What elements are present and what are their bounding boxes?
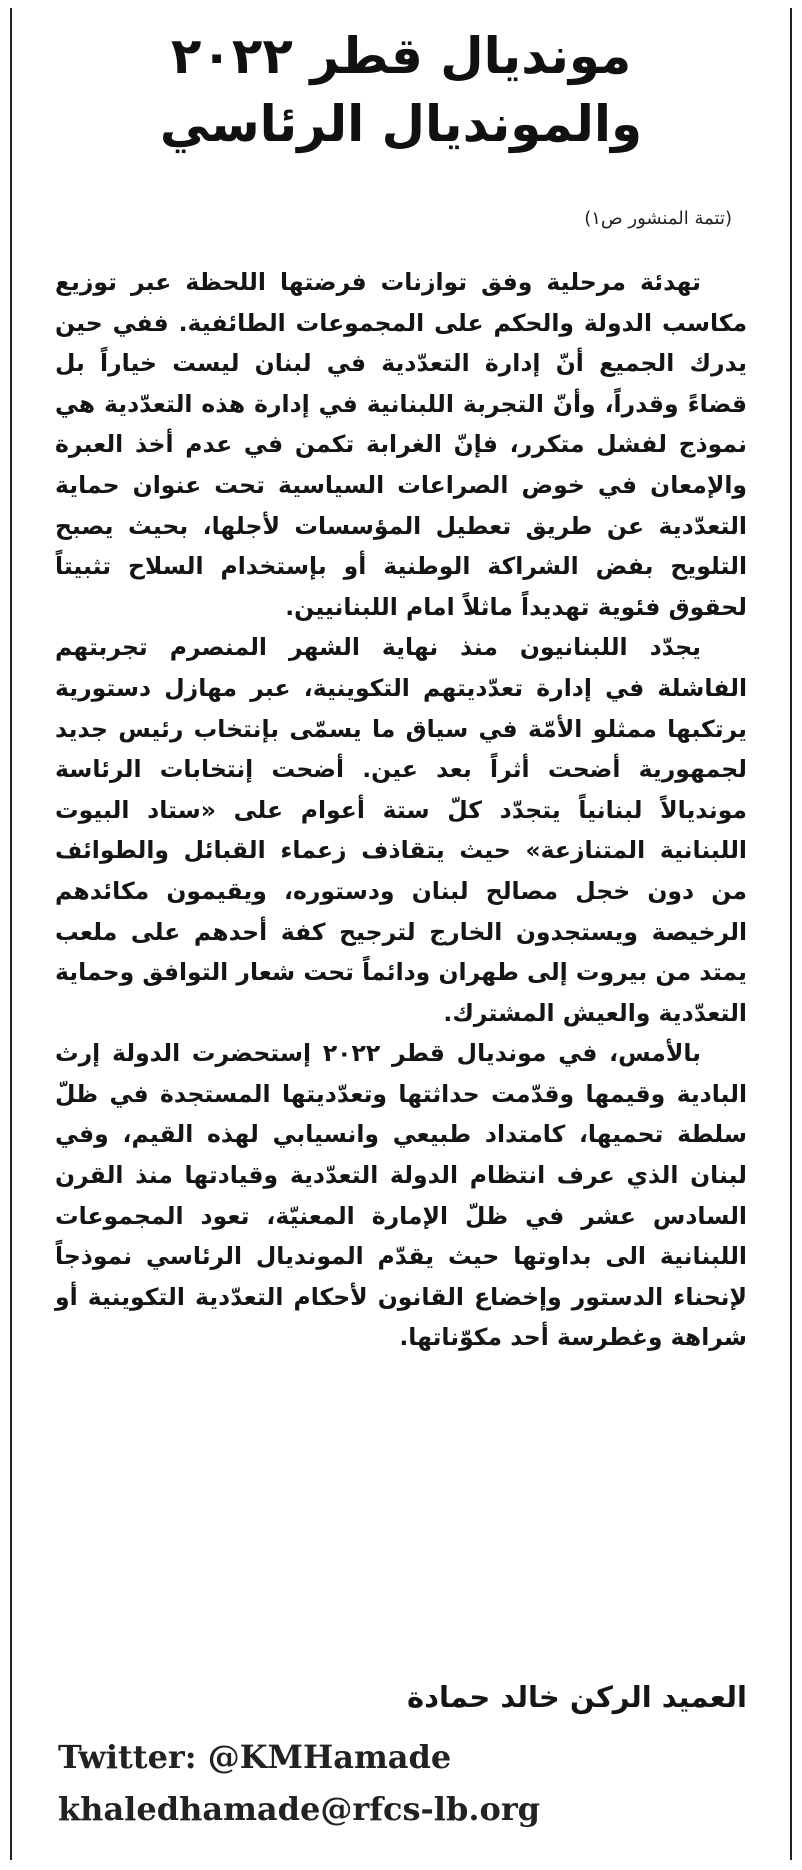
author-signature: العميد الركن خالد حمادة xyxy=(406,1680,747,1714)
article-paragraph-3: بالأمس، في مونديال قطر ٢٠٢٢ إستحضرت الدولة إرث البادية وقيمها وقدّمت حداثتها وتعدّديتها المستجدة في ظلّ سلطة تحميها، كامتداد طبيعي وانسيابي لهذه القيم، وفي لبنان الذي عرف انتظام الدولة التعدّدية وقيادتها منذ القرن السادس عشر في ظلّ الإمارة المعنيّة، تعود المجموعات اللبنانية الى بداوتها حيث يقدّم المونديال الرئاسي نموذجاً لإنحناء الدستور وإخضاع القانون لأحكام التعدّدية التكوينية أو شراهة وغطرسة أحد مكوّناتها. xyxy=(55,1039,747,1352)
article-paragraph-1: تهدئة مرحلية وفق توازنات فرضتها اللحظة عبر توزيع مكاسب الدولة والحكم على المجموعات الطائفية. ففي حين يدرك الجميع أنّ إدارة التعدّدية في لبنان ليست خياراً بل قضاءً وقدراً، وأنّ التجربة اللبنانية في إدارة هذه التعدّدية هي نموذج لفشل متكرر، فإنّ الغرابة تكمن في عدم أخذ العبرة والإمعان في خوض الصراعات السياسية تحت عنوان حماية التعدّدية عن طريق تعطيل المؤسسات لأجلها، بحيث يصبح التلويح بفض الشراكة الوطنية أو بإستخدام السلاح تثبيتاً لحقوق فئوية تهديداً ماثلاً امام اللبنانيين. xyxy=(55,268,747,621)
continuation-note: (تتمة المنشور ص١) xyxy=(584,208,732,229)
author-email: khaledhamade@rfcs-lb.org xyxy=(58,1790,541,1828)
article-body xyxy=(55,262,747,1358)
headline-line-1: مونديال قطر ٢٠٢٢ xyxy=(170,27,632,85)
headline xyxy=(30,22,772,158)
article-paragraph-2: يجدّد اللبنانيون منذ نهاية الشهر المنصرم تجربتهم الفاشلة في إدارة تعدّديتهم التكوينية، عبر مهازل دستورية يرتكبها ممثلو الأمّة في سياق ما يسمّى بإنتخاب رئيس جديد لجمهورية أضحت أثراً بعد عين. أضحت إنتخابات الرئاسة مونديالاً لبنانياً يتجدّد كلّ ستة أعوام على «ستاد البيوت اللبنانية المتنازعة» حيث يتقاذف زعماء القبائل والطوائف من دون خجل مصالح لبنان ودستوره، ويقيمون مكائدهم الرخيصة ويستجدون الخارج لترجيح كفة أحدهم على ملعب يمتد من بيروت إلى طهران ودائماً تحت شعار التوافق وحماية التعدّدية والعيش المشترك. xyxy=(55,633,747,1027)
twitter-handle: Twitter: @KMHamade xyxy=(58,1738,452,1776)
headline-line-2: والمونديال الرئاسي xyxy=(159,95,643,153)
